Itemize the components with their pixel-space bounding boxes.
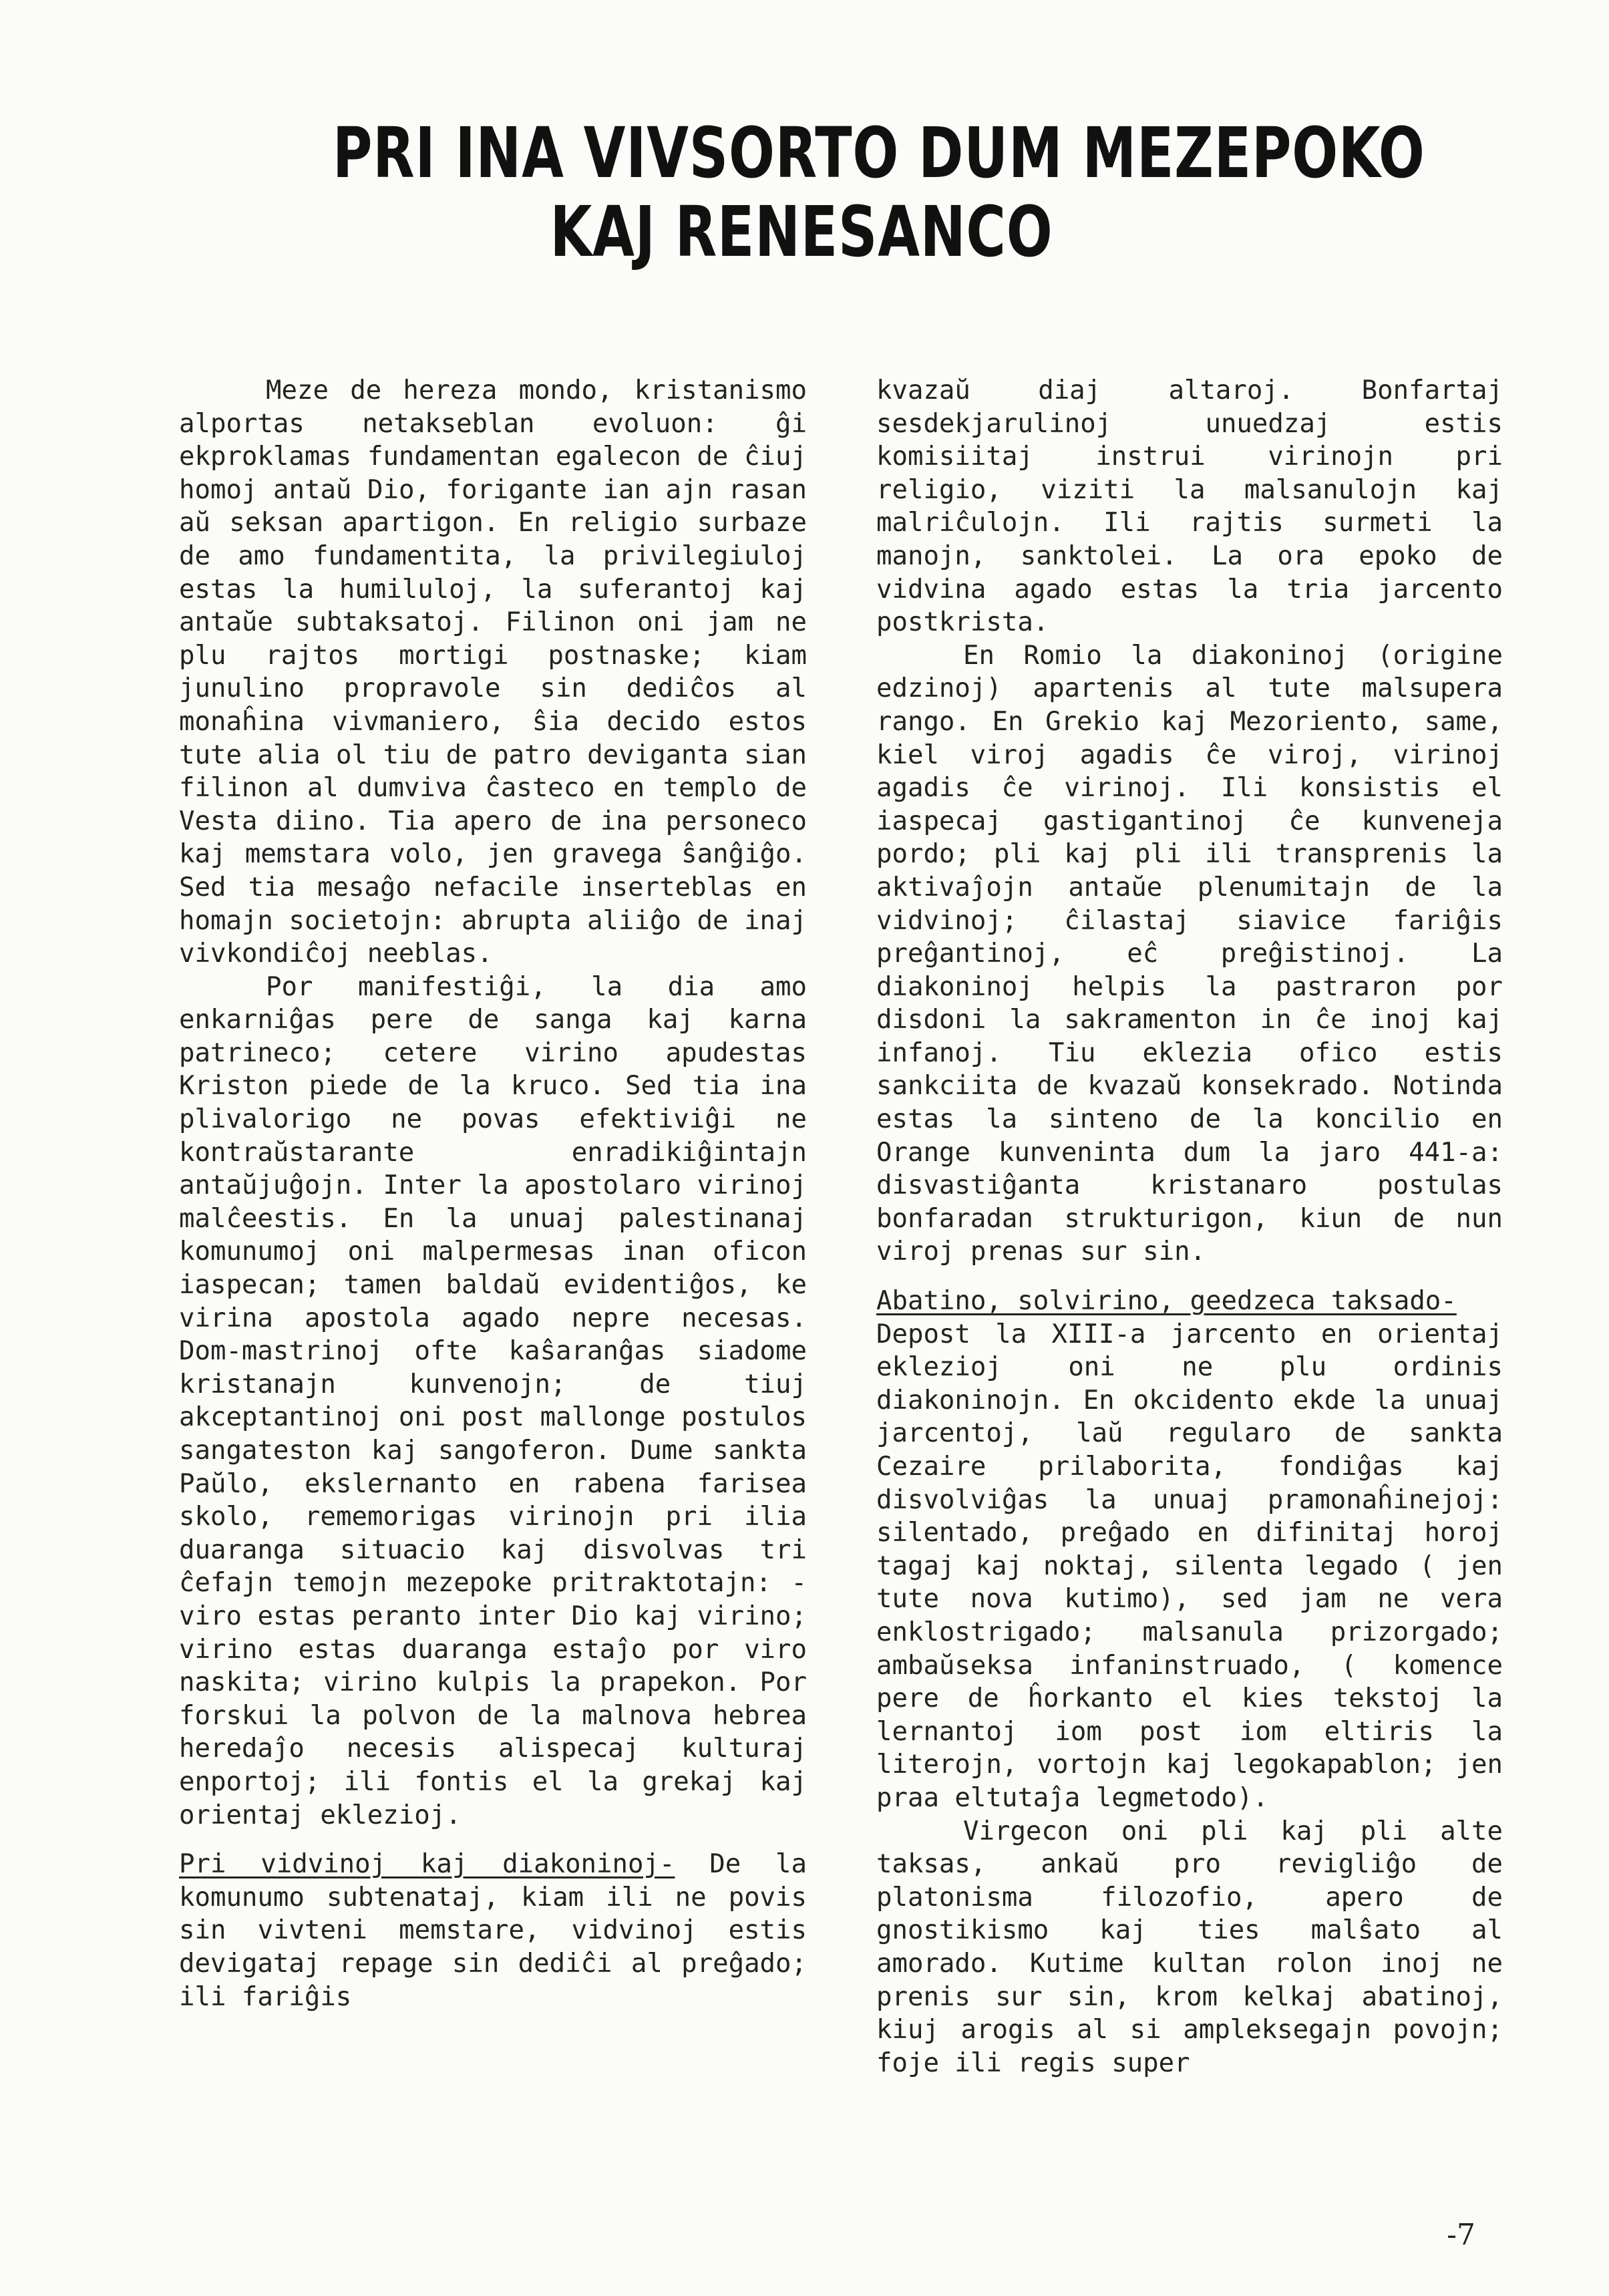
paragraph: kvazaŭ diaj altaroj. Bonfartaj sesdekjarulinoj unuedzaj estis komisiitaj instrui virinojn pri religio, viziti la malsanulojn kaj malriĉulojn. Ili rajtis surmeti la manojn, sanktolei. La ora epoko de vidvina agado estas la tria jarcento postkrista. xyxy=(876,375,1503,638)
paragraph: Depost la XIII-a jarcento en orientaj eklezioj oni ne plu ordinis diakoninojn. En okcidento ekde la unuaj jarcentoj, laŭ regularo de sankta Cezaire prilaborita, fondiĝas kaj disvolviĝas la unuaj pramonaĥinejoj: silentado, preĝado en difinitaj horoj tagaj kaj noktaj, silenta legado ( jen tute nova kutimo), sed jam ne vera enklostrigado; malsanula prizorgado; ambaŭseksa infaninstruado, ( komence pere de ĥorkanto el kies tekstoj la lernantoj iom post iom eltiris la literojn, vortojn kaj legokapablon; jen praa eltutaĵa legmetodo). xyxy=(876,1319,1503,1813)
article-title xyxy=(333,112,1425,273)
title-line-1: PRI INA VIVSORTO DUM MEZEPOKO xyxy=(333,112,1425,194)
section-heading-line xyxy=(876,1285,1503,1318)
title-line-2: KAJ RENESANCO xyxy=(550,191,1053,273)
paragraph: Virgecon oni pli kaj pli alte taksas, ankaŭ pro revigliĝo de platonisma filozofio, apero de gnostikismo kaj ties malŝato al amorado. Kutime kultan rolon inoj ne prenis sur sin, krom kelkaj abatinoj, kiuj arogis al si ampleksegajn povojn; foje ili regis super xyxy=(876,1816,1503,2078)
section-paragraph xyxy=(179,1848,807,2013)
right-column xyxy=(876,374,1503,2080)
left-column xyxy=(179,374,807,2013)
paragraph: En Romio la diakoninoj (origine edzinoj) apartenis al tute malsupera rango. En Grekio kaj Mezoriento, same, kiel viroj agadis ĉe viroj, virinoj agadis ĉe virinoj. Ili konsistis el iaspecaj gastigantinoj ĉe kunveneja pordo; pli kaj pli ili transprenis la aktivaĵojn antaŭe plenumitajn de la vidvinoj; ĉilastaj siavice fariĝis preĝantinoj, eĉ preĝistinoj. La diakoninoj helpis la pastraron por disdoni la sakramenton in ĉe inoj kaj infanoj. Tiu eklezia ofico estis sankciita de kvazaŭ konsekrado. Notinda estas la sinteno de la koncilio en Orange kunveninta dum la jaro 441-a: disvastiĝanta kristanaro postulas bonfaradan strukturigon, kiun de nun viroj prenas sur sin. xyxy=(876,640,1503,1267)
section-text: De la komunumo subtenataj, kiam ili ne povis sin vivteni memstare, vidvinoj estis devigataj repage sin dediĉi al preĝado; ili fariĝis xyxy=(179,1849,807,2012)
section-heading: Abatino, solvirino, geedzeca taksado- xyxy=(876,1286,1457,1317)
paragraph: Meze de hereza mondo, kristanismo alportas netakseblan evoluon: ĝi ekproklamas fundamentan egalecon de ĉiuj homoj antaŭ Dio, forigante ian ajn rasan aŭ seksan apartigon. En religio surbaze de amo fundamentita, la privilegiuloj estas la humiluloj, la suferantoj kaj antaŭe subtaksatoj. Filinon oni jam ne plu rajtos mortigi postnaske; kiam junulino propravole sin dediĉos al monaĥina vivmaniero, ŝia decido estos tute alia ol tiu de patro deviganta sian filinon al dumviva ĉasteco en templo de Vesta diino. Tia apero de ina personeco kaj memstara volo, jen gravega ŝanĝiĝo. Sed tia mesaĝo nefacile inserteblas en homajn societojn: abrupta aliiĝo de inaj vivkondiĉoj neeblas. xyxy=(179,375,807,969)
section-heading: Pri vidvinoj kaj diakoninoj- xyxy=(179,1849,675,1880)
paragraph: Por manifestiĝi, la dia amo enkarniĝas pere de sanga kaj karna patrineco; cetere virino apudestas Kriston piede de la kruco. Sed tia ina plivalorigo ne povas efektiviĝi ne kontraŭstarante enradikiĝintajn antaŭjuĝojn. Inter la apostolaro virinoj malĉeestis. En la unuaj palestinanaj komunumoj oni malpermesas inan oficon iaspecan; tamen baldaŭ evidentiĝos, ke virina apostola agado nepre necesas. Dom-mastrinoj ofte kaŝaranĝas siadome kristanajn kunvenojn; de tiuj akceptantinoj oni post mallonge postulos sangateston kaj sangoferon. Dume sankta Paŭlo, ekslernanto en rabena farisea skolo, rememorigas virinojn pri ilia duaranga situacio kaj disvolvas tri ĉefajn temojn mezepoke pritraktotajn: -viro estas peranto inter Dio kaj virino; virino estas duaranga estaĵo por viro naskita; virino kulpis la prapekon. Por forskui la polvon de la malnova hebrea heredaĵo necesis alispecaj kulturaj enportoj; ili fontis el la grekaj kaj orientaj eklezioj. xyxy=(179,971,807,1830)
page-number: -7 xyxy=(1447,2218,1475,2252)
